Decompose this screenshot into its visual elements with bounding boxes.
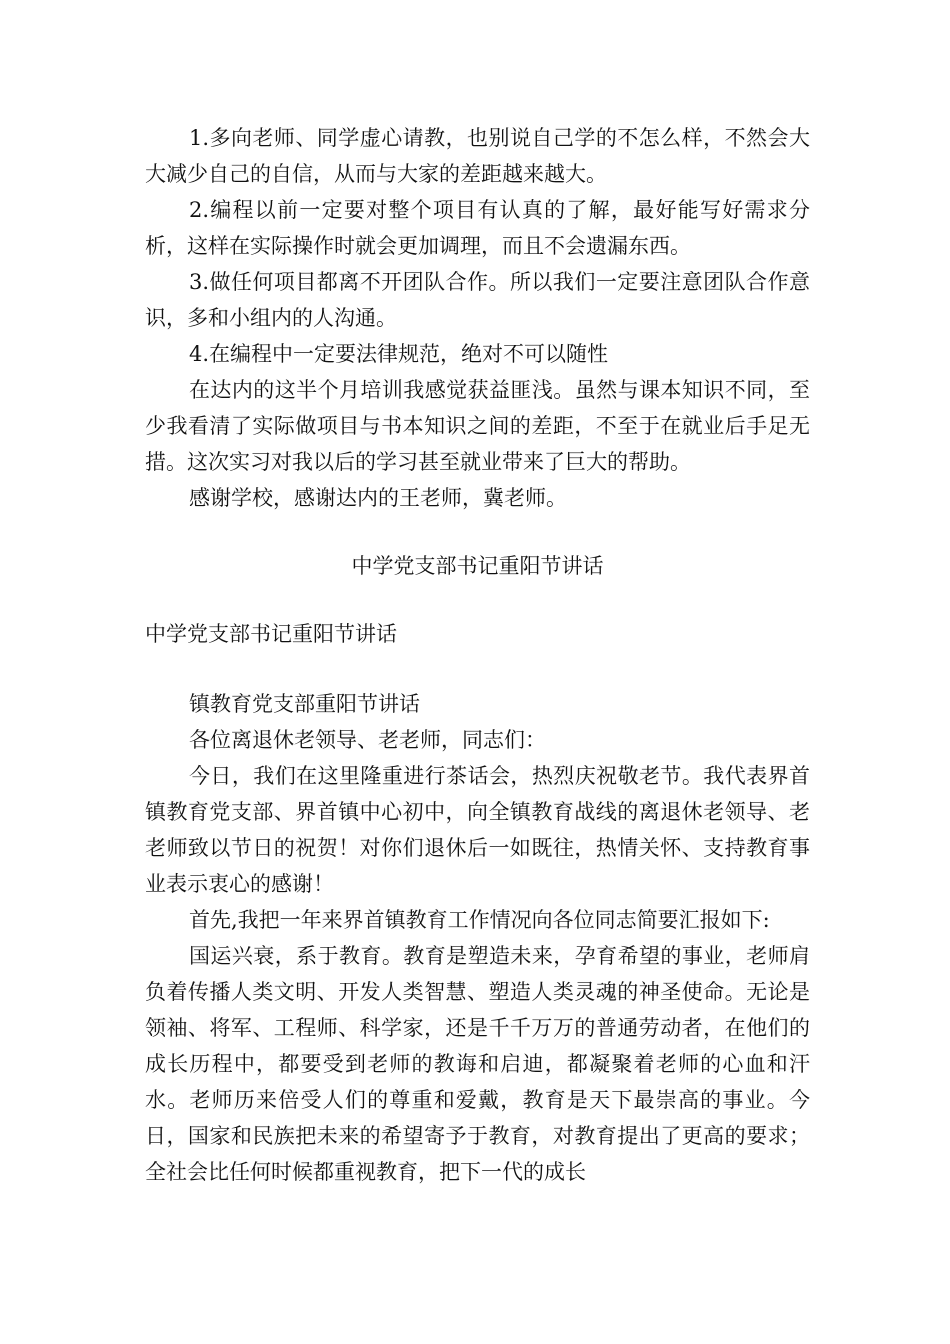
speech-paragraph-2: 首先,我把一年来界首镇教育工作情况向各位同志简要汇报如下: bbox=[189, 908, 770, 932]
speech-paragraph-1: 今日，我们在这里隆重进行茶话会，热烈庆祝敬老节。我代表界首镇教育党支部、界首镇中心初中，向全镇教育战线的离退休老领导、老老师致以节日的祝贺！对你们退休后一如既往，热情关怀、支持教育事业表示衷心的感谢！ bbox=[145, 764, 810, 896]
speech-greeting: 各位离退休老领导、老老师，同志们： bbox=[189, 728, 546, 752]
tip-paragraph-4: 4.在编程中一定要法律规范，绝对不可以随性 bbox=[189, 342, 609, 366]
tip-paragraph-2: 2.编程以前一定要对整个项目有认真的了解，最好能写好需求分析，这样在实际操作时就会更加调理，而且不会遗漏东西。 bbox=[145, 198, 810, 258]
speech-paragraph-3: 国运兴衰，系于教育。教育是塑造未来，孕育希望的事业，老师肩负着传播人类文明、开发人类智慧、塑造人类灵魂的神圣使命。无论是领袖、将军、工程师、科学家，还是千千万万的普通劳动者，在他们的成长历程中，都要受到老师的教诲和启迪，都凝聚着老师的心血和汗水。老师历来倍受人们的尊重和爱戴，教育是天下最崇高的事业。今日，国家和民族把未来的希望寄予于教育，对教育提出了更高的要求；全社会比任何时候都重视教育，把下一代的成长 bbox=[145, 944, 810, 1184]
summary-paragraph: 在达内的这半个月培训我感觉获益匪浅。虽然与课本知识不同，至少我看清了实际做项目与书本知识之间的差距，不至于在就业后手足无措。这次实习对我以后的学习甚至就业带来了巨大的帮助。 bbox=[145, 378, 810, 474]
thanks-paragraph: 感谢学校，感谢达内的王老师，冀老师。 bbox=[189, 486, 567, 510]
tip-paragraph-3: 3.做任何项目都离不开团队合作。所以我们一定要注意团队合作意识，多和小组内的人沟通。 bbox=[145, 270, 810, 330]
article-title: 中学党支部书记重阳节讲话 bbox=[351, 554, 604, 578]
tip-paragraph-1: 1.多向老师、同学虚心请教，也别说自己学的不怎么样，不然会大大减少自己的自信，从而与大家的差距越来越大。 bbox=[145, 126, 810, 186]
speech-title: 镇教育党支部重阳节讲话 bbox=[189, 692, 420, 716]
document-body bbox=[145, 120, 810, 1190]
article-subtitle: 中学党支部书记重阳节讲话 bbox=[145, 622, 397, 646]
